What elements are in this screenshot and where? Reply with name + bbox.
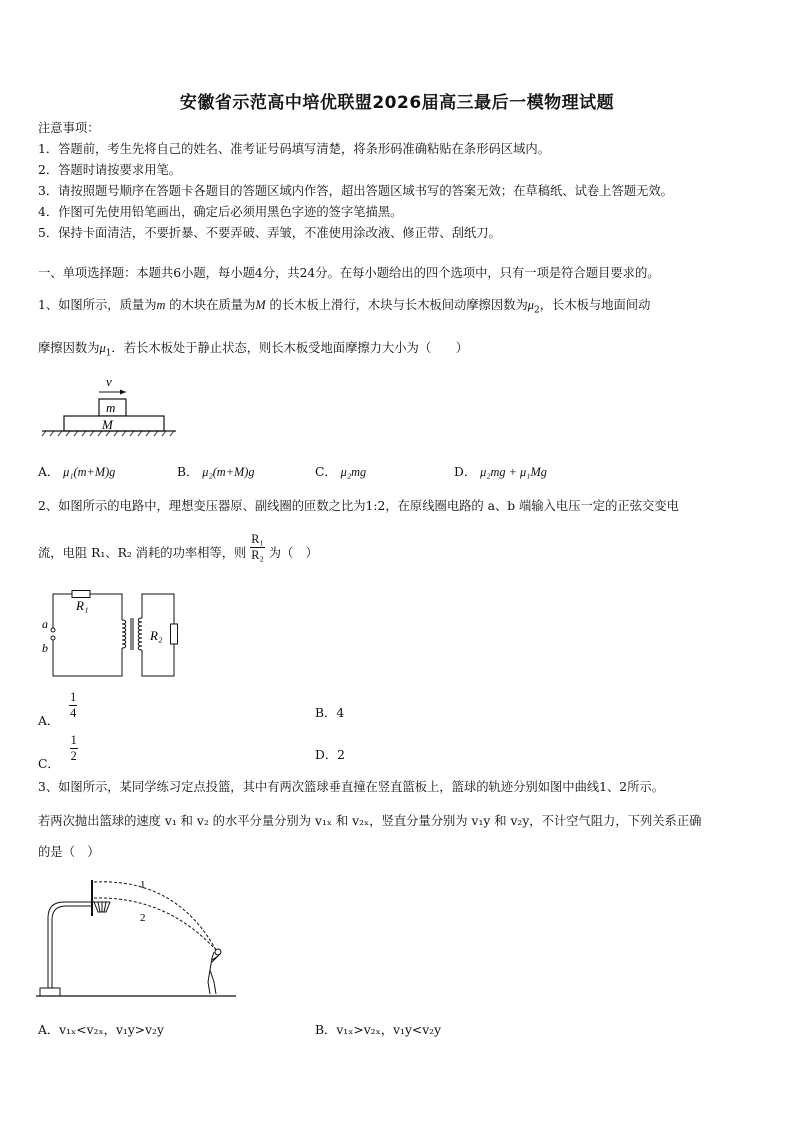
fig-label-v: v [106, 374, 112, 389]
q3-line2: 若两次抛出篮球的速度 v₁ 和 v₂ 的水平分量分别为 v₁ₓ 和 v₂ₓ，竖直分量分别为 v₁y 和 v₂y，不计空气阻力，下列关系正确 [38, 814, 702, 828]
notice-item-4: 4．作图可先使用铅笔画出，确定后必须用黑色字迹的签字笔描黑。 [38, 205, 403, 219]
q1-figure [40, 374, 180, 438]
q2-text: 为（ ） [268, 546, 318, 560]
q3-basketball-figure [36, 872, 236, 1000]
option-fraction [69, 690, 77, 721]
fraction-denominator: R₂ [251, 548, 264, 562]
fig-label-b: b [42, 641, 48, 655]
q1-option-c[interactable] [315, 462, 366, 480]
q1-var-M: M [255, 298, 266, 312]
q1-var-m: m [156, 298, 166, 312]
q1-line2 [38, 340, 468, 361]
fraction-numerator: 1 [70, 690, 77, 704]
q1-var-mu2: μ [527, 298, 534, 312]
option-value: μ₂(m+M)g [202, 465, 255, 479]
q3-option-b[interactable]: B．v₁ₓ>v₂ₓ，v₁y<v₂y [315, 1023, 442, 1037]
q2-line2 [38, 532, 318, 563]
fig-label-R1: R₁ [76, 598, 89, 613]
q1-sub: 1 [105, 348, 112, 359]
notice-item-2: 2．答题时请按要求用笔。 [38, 163, 182, 177]
q2-circuit-figure [38, 588, 188, 682]
q1-text: 的长木板上滑行，木块与长木板间动摩擦因数为 [265, 298, 528, 312]
q1-option-b[interactable] [177, 462, 254, 480]
q1-line1 [38, 297, 650, 318]
q1-text: ．若长木板处于静止状态，则长木板受地面摩擦力大小为（ ） [111, 341, 469, 355]
trajectory-label-2: 2 [140, 912, 146, 924]
option-label: B． [177, 465, 199, 479]
q3-line1: 3、如图所示，某同学练习定点投篮，其中有两次篮球垂直撞在竖直篮板上，篮球的轨迹分别如图中曲线1、2所示。 [38, 780, 665, 794]
q1-sub: 2 [533, 305, 540, 316]
page-title: 安徽省示范高中培优联盟2026届高三最后一模物理试题 [179, 93, 615, 113]
q2-text: 流，电阻 R₁、R₂ 消耗的功率相等，则 [38, 546, 247, 560]
fraction-numerator: 1 [70, 733, 77, 747]
q1-option-a[interactable] [38, 462, 115, 480]
q1-text: 1、如图所示，质量为 [38, 298, 157, 312]
fig-label-R2: R₂ [150, 628, 163, 643]
option-value: μ₂mg [340, 465, 367, 479]
q1-text: 摩擦因数为 [38, 341, 100, 355]
q1-option-d[interactable] [454, 462, 547, 480]
q2-option-d[interactable]: D．2 [315, 748, 345, 762]
option-label: D． [454, 465, 477, 479]
q2-option-c[interactable] [38, 733, 78, 771]
q1-text: 的木块在质量为 [165, 298, 256, 312]
q2-fraction [250, 532, 265, 563]
board-M [64, 416, 164, 431]
q2-option-a[interactable] [38, 690, 77, 728]
fraction-numerator: R₁ [251, 532, 264, 546]
option-label: A． [38, 465, 60, 479]
option-value: μ₂mg + μ₁Mg [480, 465, 547, 479]
notice-heading: 注意事项： [38, 121, 100, 135]
q2-line1: 2、如图所示的电路中，理想变压器原、副线圈的匝数之比为1:2，在原线圈电路的 a、b 端输入电压一定的正弦交变电 [38, 499, 679, 513]
option-label: C． [315, 465, 337, 479]
option-label: A． [38, 714, 60, 728]
option-fraction [70, 733, 78, 764]
q2-option-b[interactable]: B．4 [315, 706, 345, 720]
option-value: μ₁(m+M)g [63, 465, 116, 479]
q1-text: ，长木板与地面间动 [539, 298, 651, 312]
q3-option-a[interactable]: A．v₁ₓ<v₂ₓ，v₁y>v₂y [38, 1023, 164, 1037]
notice-item-5: 5．保持卡面清洁，不要折暴、不要弄破、弄皱，不准使用涂改液、修正带、刮纸刀。 [38, 226, 501, 240]
q3-line3: 的是（ ） [38, 845, 100, 859]
option-label: C． [38, 757, 60, 771]
fraction-denominator: 4 [70, 706, 77, 720]
fig-label-M: M [102, 417, 113, 432]
q1-var-mu1: μ [99, 341, 106, 355]
fig-label-m: m [106, 400, 116, 415]
notice-item-1: 1．答题前，考生先将自己的姓名、准考证号码填写清楚，将条形码准确粘贴在条形码区域内。 [38, 142, 550, 156]
notice-item-3: 3．请按照题号顺序在答题卡各题目的答题区域内作答，超出答题区域书写的答案无效；在草稿纸、试卷上答题无效。 [38, 184, 673, 198]
trajectory-label-1: 1 [140, 879, 146, 891]
fig-label-a: a [42, 617, 48, 631]
fraction-denominator: 2 [70, 749, 77, 763]
section-heading: 一、单项选择题：本题共6小题，每小题4分，共24分。在每小题给出的四个选项中，只有一项是符合题目要求的。 [38, 266, 660, 280]
